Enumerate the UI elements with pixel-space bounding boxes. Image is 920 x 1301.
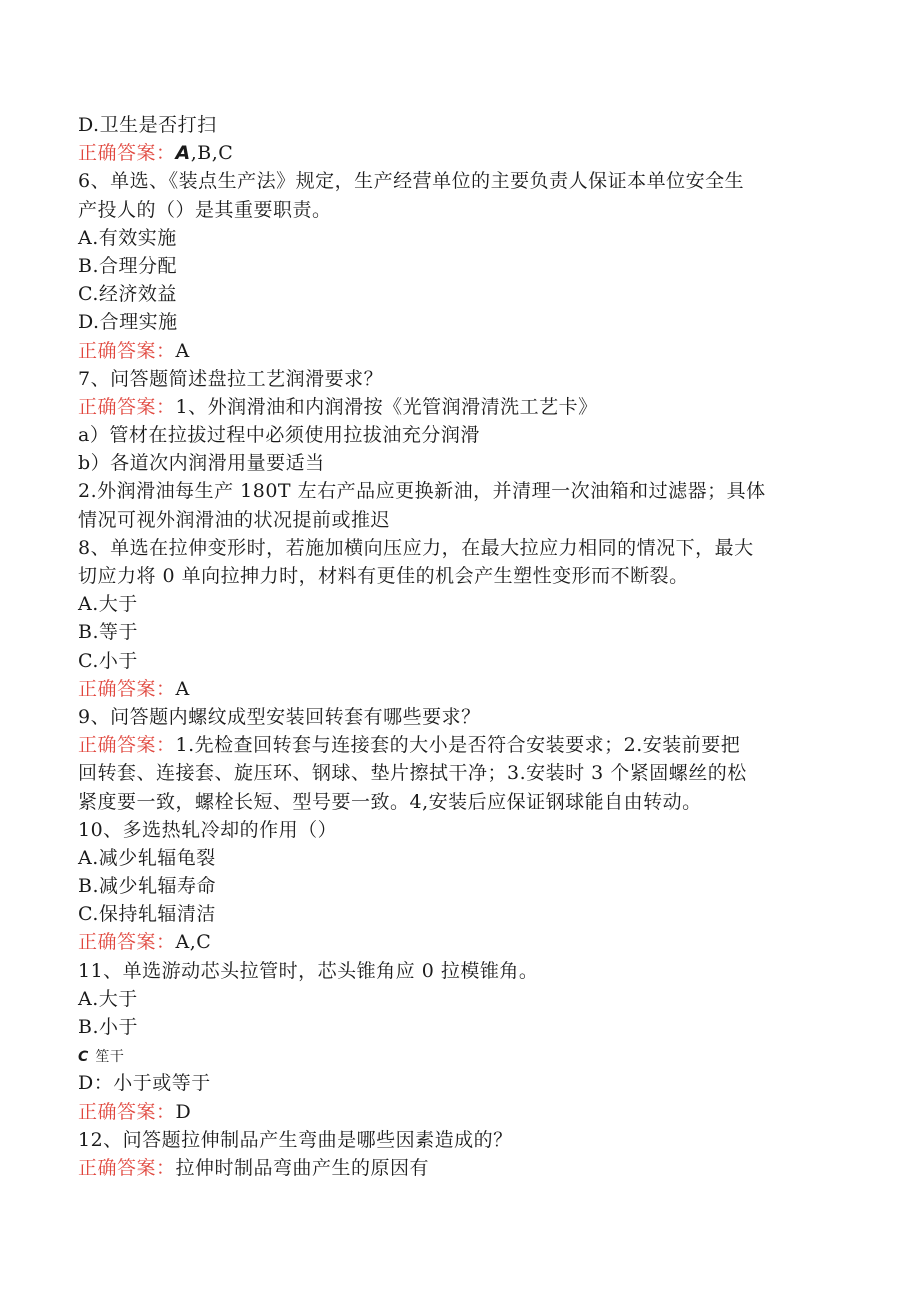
answer-label: 正确答案： [78,395,176,418]
text-line: 切应力将 0 单向拉抻力时，材料有更佳的机会产生塑性变形而不断裂。 [78,565,689,587]
text-line: 情况可视外润滑油的状况提前或推迟 [78,508,391,531]
answer-line [78,1098,838,1126]
answer-value: D [175,1100,192,1123]
text-line: 9、问答题内螺纹成型安装回转套有哪些要求？ [78,705,481,728]
answer-line [78,139,838,167]
answer-value: 1、外润滑油和内润滑按《光管润滑清洗工艺卡》 [175,395,598,418]
text-line: C.经济效益 [78,283,177,306]
text-line: A.有效实施 [78,226,177,249]
answer-label: 正确答案： [78,931,176,954]
answer-line [78,928,838,956]
text-line: a）管材在拉拔过程中必须使用拉拔油充分润滑 [78,424,480,447]
text-line: A.减少轧辐龟裂 [78,846,216,869]
text-line: A.大于 [78,593,138,616]
text-line: 紧度要一致，螺栓长短、型号要一致。4,安装后应保证钢球能自由转动。 [78,790,702,813]
text-line: b）各道次内润滑用量要适当 [78,452,325,475]
text-line: 回转套、连接套、旋压环、钢球、垫片擦拭干净；3.安装时 3 个紧固螺丝的松 [78,762,747,785]
text-line: 2.外润滑油每生产 180T 左右产品应更换新油，并清理一次油箱和过滤器；具体 [78,480,766,503]
text-line: B.减少轧辐寿命 [78,875,217,898]
option-line [78,1041,838,1069]
answer-label: 正确答案： [78,1156,176,1179]
answer-value: 1.先检查回转套与连接套的大小是否符合安装要求；2.安装前要把 [175,734,741,757]
text-line: 10、多选热轧冷却的作用（） [78,818,338,841]
answer-value: A,C [175,931,212,954]
answer-line [78,337,838,365]
answer-line [78,1154,838,1182]
option-text: 笙干 [95,1049,125,1066]
text-line: 11、单选游动芯头拉管时，芯头锥角应 0 拉模锥角。 [78,959,539,982]
answer-label: 正确答案： [78,734,176,757]
text-line: 6、单选、《装点生产法》规定，生产经营单位的主要负责人保证本单位安全生 [78,170,745,193]
answer-label: 正确答案： [78,677,176,700]
answer-label: 正确答案： [78,142,176,165]
answer-value: ,B,C [190,142,234,165]
option-letter: C [78,1049,89,1066]
answer-line [78,675,838,703]
answer-line [78,731,838,759]
answer-label: 正确答案： [78,1100,176,1123]
answer-value-emphasis: A [175,142,191,165]
text-line: B.等于 [78,621,139,644]
text-line: 7、问答题简述盘拉工艺润滑要求？ [78,367,384,390]
document-page [78,111,838,1182]
text-line: 产投人的（）是其重要职责。 [78,198,332,221]
answer-value: A [175,339,190,362]
text-line: C.小于 [78,649,138,672]
text-line: 12、问答题拉伸制品产生弯曲是哪些因素造成的？ [78,1128,513,1151]
answer-label: 正确答案： [78,339,176,362]
text-line: 8、单选在拉伸变形时，若施加横向压应力，在最大拉应力相同的情况下，最大 [78,536,754,559]
text-line: D.合理实施 [78,311,178,334]
answer-line [78,393,838,421]
text-line: A.大于 [78,987,138,1010]
text-line: B.小于 [78,1016,139,1038]
answer-value: 拉伸时制品弯曲产生的原因有 [175,1156,430,1179]
text-line: D.卫生是否打扫 [78,114,217,136]
text-line: C.保持轧辐清洁 [78,903,216,926]
text-line: B.合理分配 [78,254,178,277]
answer-value: A [175,677,190,700]
text-line: D：小于或等于 [78,1072,211,1095]
